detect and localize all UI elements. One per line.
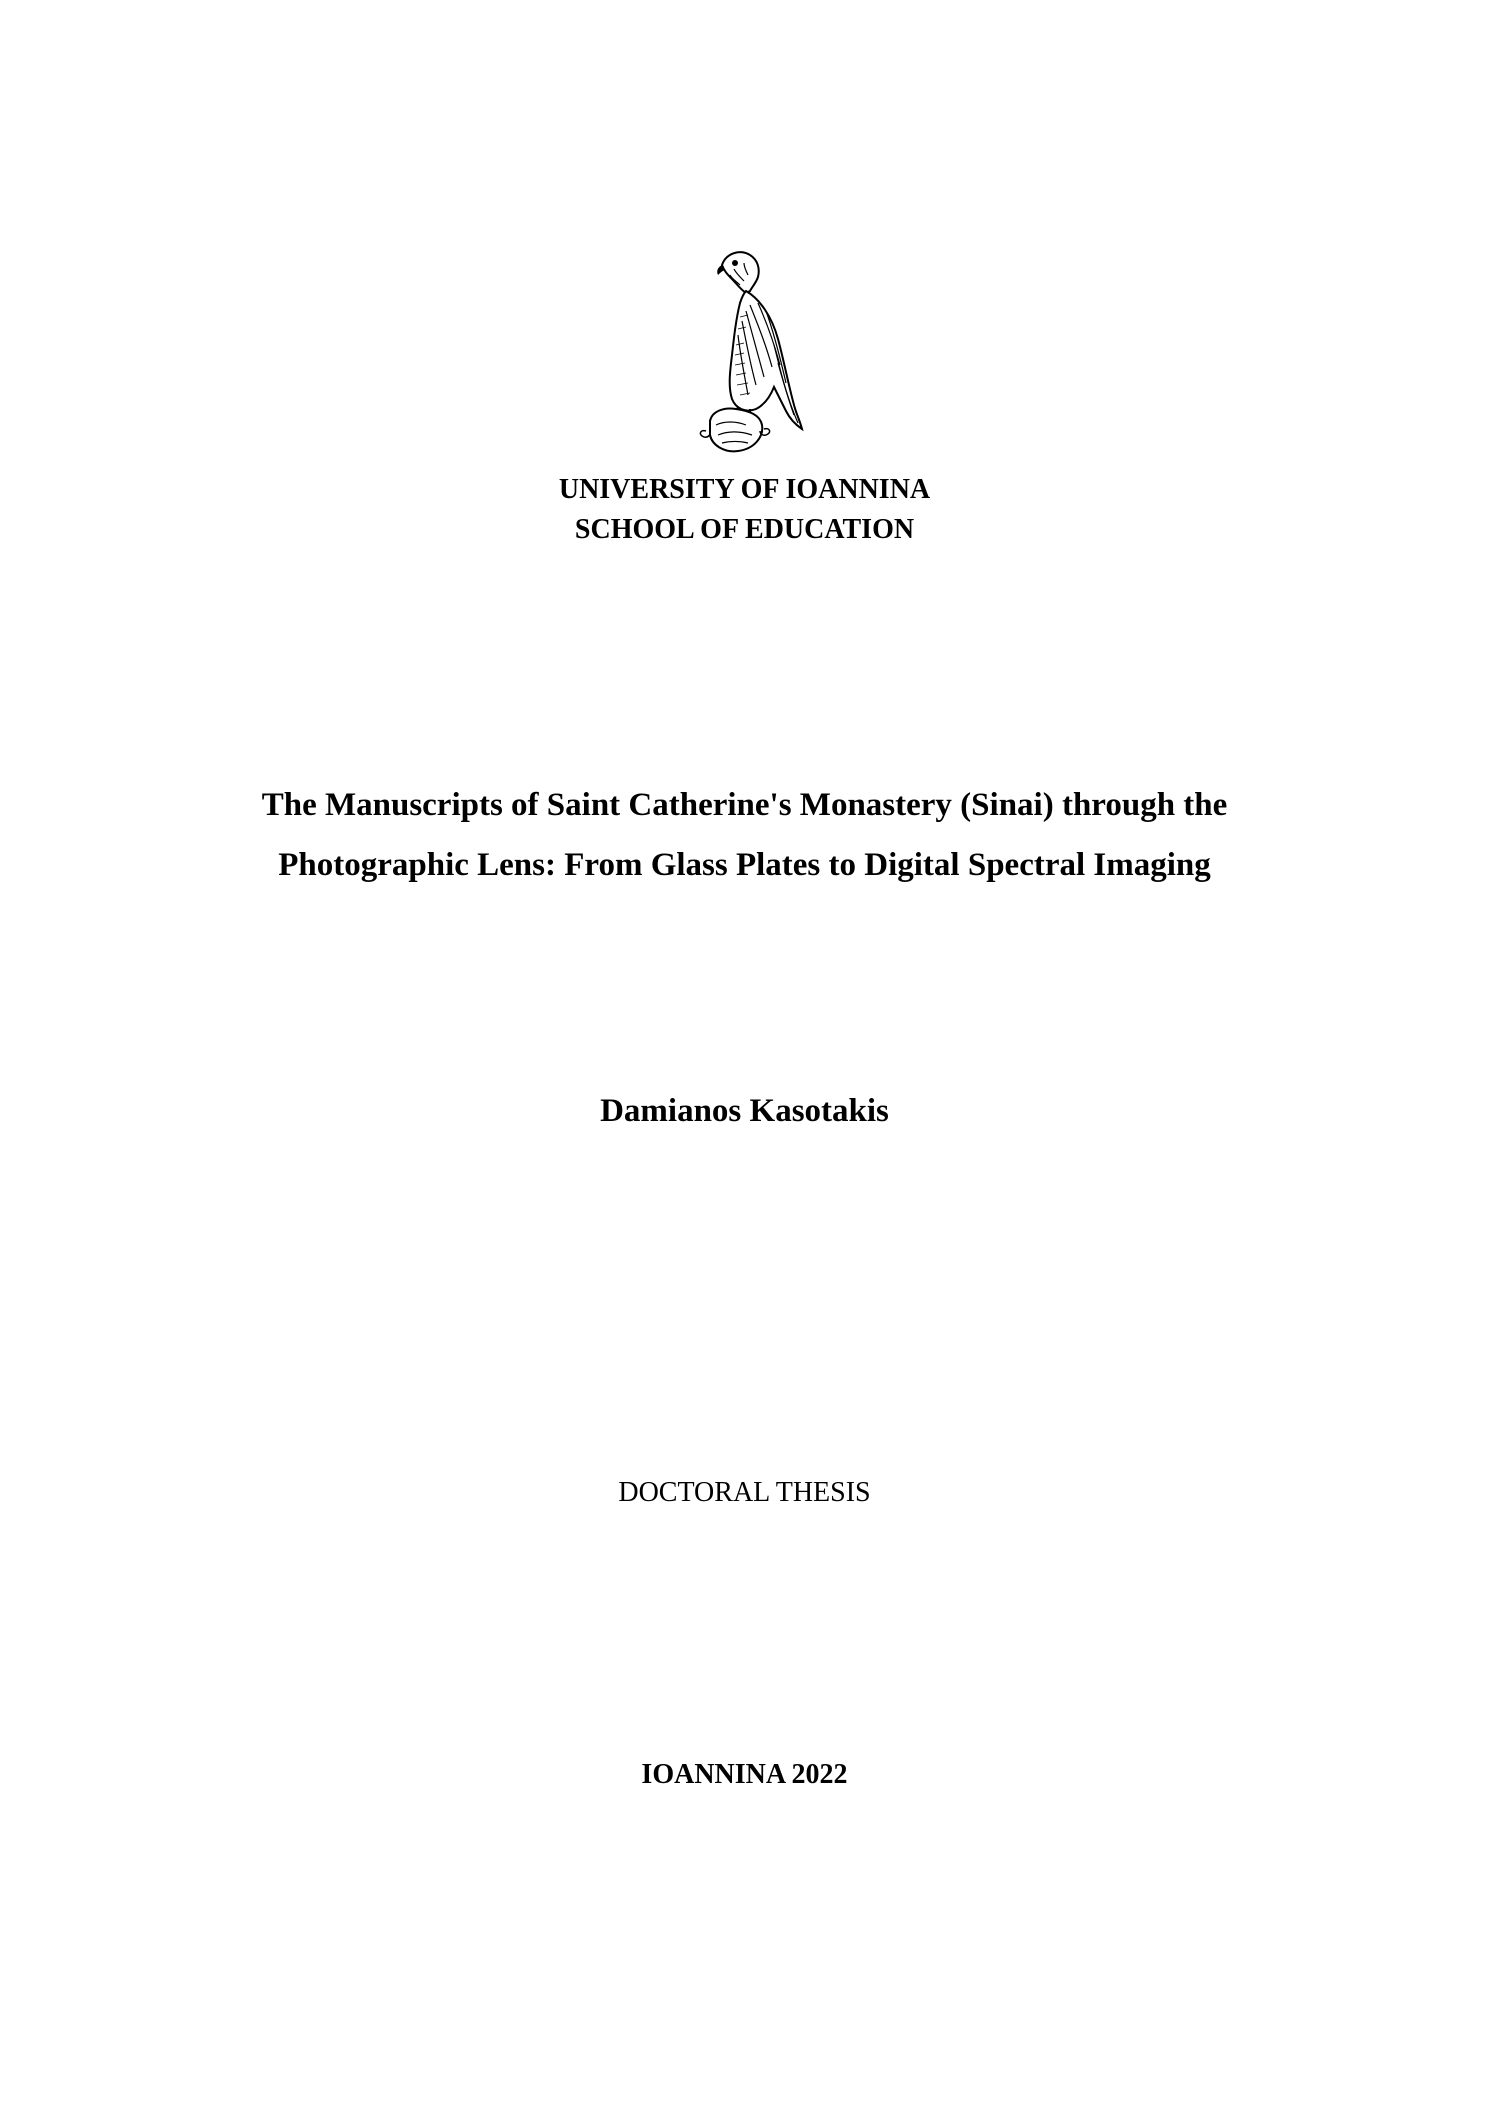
thesis-title: [0, 775, 1489, 895]
thesis-title-line-2: Photographic Lens: From Glass Plates to Digital Spectral Imaging: [278, 847, 1211, 883]
institution-block: [0, 470, 1489, 550]
place-and-year: IOANNINA 2022: [641, 1759, 848, 1790]
school-name: SCHOOL OF EDUCATION: [574, 514, 915, 545]
document-type: DOCTORAL THESIS: [618, 1477, 871, 1508]
owl-on-coin-icon: [680, 245, 810, 460]
university-name: UNIVERSITY OF IOANNINA: [558, 474, 931, 505]
thesis-title-line-1: The Manuscripts of Saint Catherine's Monastery (Sinai) through the: [261, 787, 1228, 823]
author-name: Damianos Kasotakis: [600, 1093, 889, 1129]
